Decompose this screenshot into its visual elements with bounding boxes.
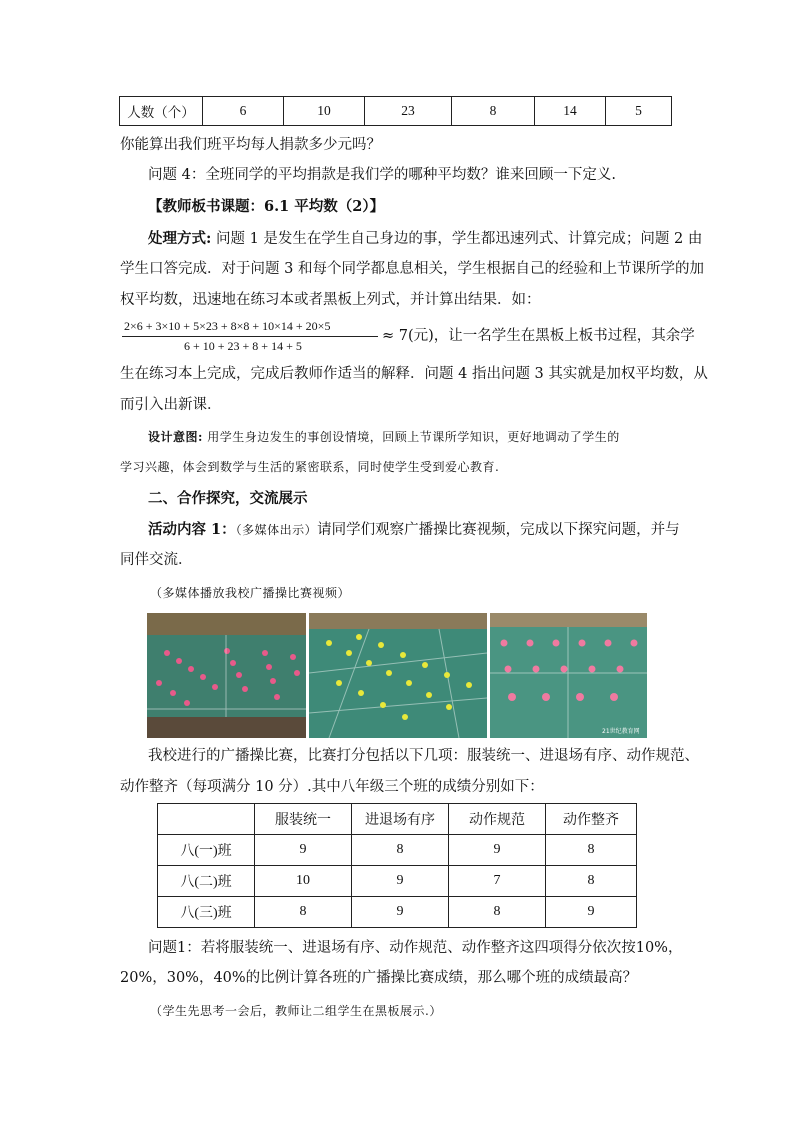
score-cell: 8 bbox=[352, 835, 449, 866]
class-cell: 八(三)班 bbox=[158, 897, 255, 928]
score-cell: 7 bbox=[449, 866, 546, 897]
problem-1-note: （学生先思考一会后，教师让二组学生在黑板展示.） bbox=[150, 1004, 442, 1018]
method-line-6: 而引入出新课． bbox=[120, 397, 222, 413]
activity-label: 活动内容 1： bbox=[148, 521, 236, 538]
row-label: 人数（个） bbox=[120, 97, 203, 126]
header-cell-empty bbox=[158, 804, 255, 835]
score-cell: 9 bbox=[352, 897, 449, 928]
activity-text: 请同学们观察广播操比赛视频，完成以下探究问题，并与 bbox=[317, 522, 680, 538]
score-cell: 9 bbox=[255, 835, 352, 866]
intent-line-1 bbox=[148, 426, 620, 448]
method-line-2: 学生口答完成．对于问题 3 和每个同学都息息相关，学生根据自己的经验和上节课所学的加 bbox=[120, 261, 704, 277]
method-line-4: ≈ 7(元)，让一名学生在黑板上板书过程，其余学 bbox=[382, 328, 695, 344]
score-cell: 9 bbox=[449, 835, 546, 866]
exercise-photo-2 bbox=[309, 613, 487, 738]
question-4: 问题 4：全班同学的平均捐款是我们学的哪种平均数？谁来回顾一下定义. bbox=[148, 167, 616, 183]
activity-line-1 bbox=[148, 519, 680, 541]
table-row bbox=[120, 97, 672, 126]
intent-label: 设计意图: bbox=[148, 430, 203, 444]
header-cell: 动作整齐 bbox=[546, 804, 637, 835]
table-cell: 10 bbox=[284, 97, 365, 126]
method-line-1 bbox=[148, 228, 702, 250]
contest-line-2: 动作整齐（每项满分 10 分）.其中八年级三个班的成绩分别如下： bbox=[120, 779, 544, 795]
method-line-3: 权平均数，迅速地在练习本或者黑板上列式，并计算出结果．如： bbox=[120, 292, 541, 308]
score-table bbox=[157, 803, 637, 928]
intent-text: 用学生身边发生的事创设情境，回顾上节课所学知识，更好地调动了学生的 bbox=[202, 430, 620, 444]
video-note: （多媒体播放我校广播操比赛视频） bbox=[150, 586, 351, 600]
table-header-row bbox=[158, 804, 637, 835]
method-text: 问题 1 是发生在学生自己身边的事，学生都迅速列式、计算完成；问题 2 由 bbox=[211, 231, 703, 247]
score-cell: 9 bbox=[546, 897, 637, 928]
table-cell: 14 bbox=[535, 97, 606, 126]
method-label: 处理方式: bbox=[148, 230, 212, 247]
contest-line-1: 我校进行的广播操比赛，比赛打分包括以下几项：服装统一、进退场有序、动作规范、 bbox=[148, 748, 699, 764]
score-cell: 8 bbox=[546, 866, 637, 897]
score-cell: 10 bbox=[255, 866, 352, 897]
question-average: 你能算出我们班平均每人捐款多少元吗？ bbox=[120, 137, 381, 153]
table-row bbox=[158, 897, 637, 928]
photo-watermark: 21世纪教育网 bbox=[602, 728, 640, 735]
table-cell: 23 bbox=[365, 97, 452, 126]
fraction-denominator: 6 + 10 + 23 + 8 + 14 + 5 bbox=[184, 339, 302, 353]
fraction-bar bbox=[122, 336, 378, 337]
section-heading: 二、合作探究，交流展示 bbox=[148, 490, 308, 507]
exercise-photo-3 bbox=[490, 613, 647, 738]
intent-line-2: 学习兴趣，体会到数学与生活的紧密联系，同时使学生受到爱心教育. bbox=[120, 460, 500, 474]
header-cell: 进退场有序 bbox=[352, 804, 449, 835]
score-cell: 8 bbox=[449, 897, 546, 928]
activity-note: （多媒体出示） bbox=[235, 523, 318, 537]
table-row bbox=[158, 866, 637, 897]
problem-1-line-2: 20%，30%，40%的比例计算各班的广播操比赛成绩，那么哪个班的成绩最高？ bbox=[120, 970, 638, 986]
fraction-numerator: 2×6 + 3×10 + 5×23 + 8×8 + 10×14 + 20×5 bbox=[124, 319, 331, 333]
method-line-5: 生在练习本上完成，完成后教师作适当的解释．问题 4 指出问题 3 其实就是加权平均数，从 bbox=[120, 366, 708, 382]
header-cell: 动作规范 bbox=[449, 804, 546, 835]
donation-count-table bbox=[119, 96, 672, 126]
table-row bbox=[158, 835, 637, 866]
header-cell: 服装统一 bbox=[255, 804, 352, 835]
exercise-photo-1 bbox=[147, 613, 306, 738]
weighted-average-fraction bbox=[122, 319, 380, 359]
class-cell: 八(二)班 bbox=[158, 866, 255, 897]
class-cell: 八(一)班 bbox=[158, 835, 255, 866]
table-cell: 5 bbox=[606, 97, 672, 126]
table-cell: 8 bbox=[452, 97, 535, 126]
score-cell: 8 bbox=[255, 897, 352, 928]
score-cell: 9 bbox=[352, 866, 449, 897]
problem-1-line-1: 问题1：若将服装统一、进退场有序、动作规范、动作整齐这四项得分依次按10%， bbox=[148, 940, 683, 956]
score-cell: 8 bbox=[546, 835, 637, 866]
activity-line-2: 同伴交流． bbox=[120, 552, 193, 568]
board-title: 【教师板书课题：6.1 平均数（2）】 bbox=[148, 198, 385, 215]
table-cell: 6 bbox=[203, 97, 284, 126]
